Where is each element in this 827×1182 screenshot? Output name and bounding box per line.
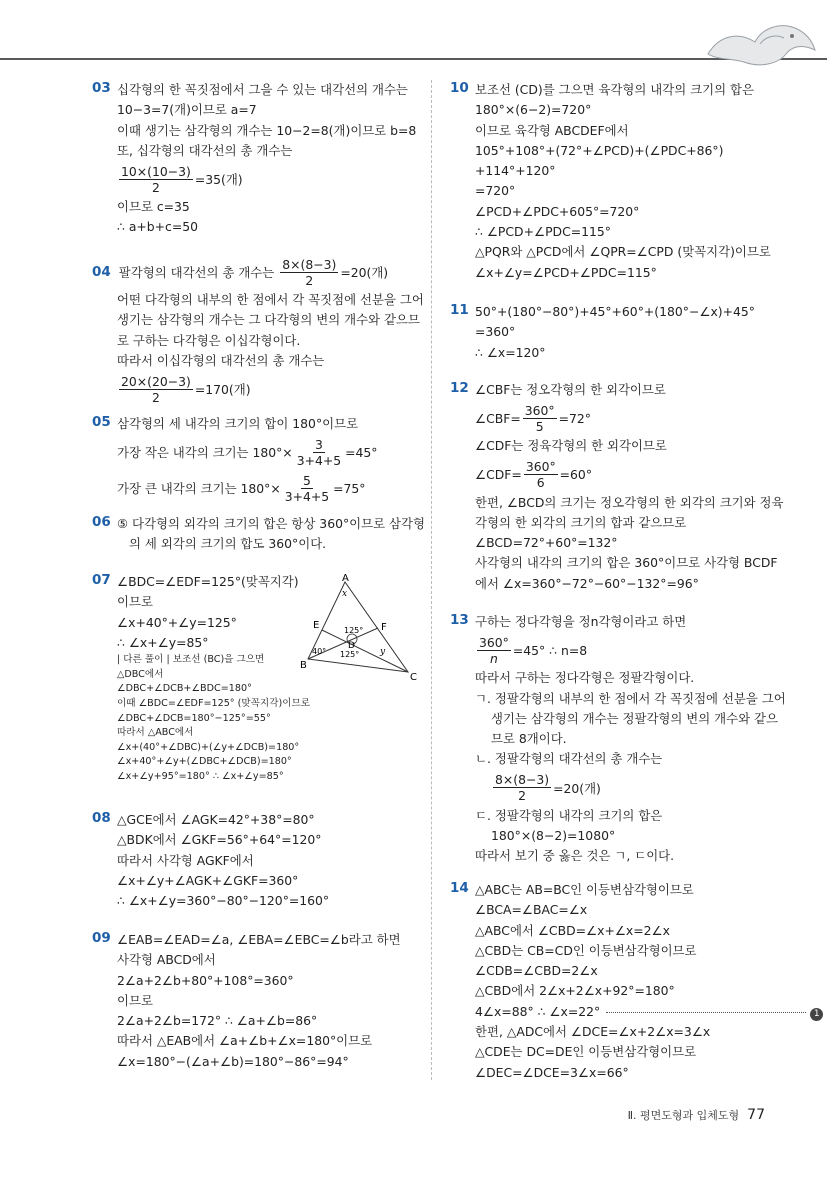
fraction-line xyxy=(117,434,422,470)
fraction-result: =20(개) xyxy=(340,265,389,280)
angle-125-top-label: 125° xyxy=(344,626,364,635)
problem-09 xyxy=(92,930,422,1080)
text-line: ∠BCD=72°+60°=132° xyxy=(475,535,618,551)
text-line: 생기는 삼각형의 개수는 정팔각형의 변의 개수와 같으 xyxy=(491,710,778,726)
problem-10 xyxy=(450,80,780,302)
numerator: 3 xyxy=(314,436,323,452)
numerator: 360° xyxy=(479,634,509,650)
dragon-ornament-icon xyxy=(700,14,820,74)
text-line: ∠BDC=∠EDF=125°(맞꼭지각) xyxy=(117,574,299,589)
text-line: 어떤 다각형의 내부의 한 점에서 각 꼭짓점에 선분을 그어 xyxy=(117,292,424,307)
problem-number: 08 xyxy=(92,810,111,826)
angle-125-bottom-label: 125° xyxy=(340,650,360,659)
text-line: ∠x+∠y+95°=180° ∴ ∠x+∠y=85° xyxy=(117,770,284,782)
fraction xyxy=(493,772,551,803)
denominator: 2 xyxy=(151,389,160,405)
step-marker: 1 xyxy=(810,1008,823,1021)
vertex-d-label: D xyxy=(348,641,355,651)
text-line: 180°×(6−2)=720° xyxy=(475,102,592,118)
text-line: ∠PCD+∠PDC+605°=720° xyxy=(475,203,640,219)
fraction xyxy=(119,374,193,405)
text-line: 보조선 (CD)를 그으면 육각형의 내각의 크기의 합은 xyxy=(475,82,754,97)
text-line: 따라서 이십각형의 대각선의 총 개수는 xyxy=(117,352,325,368)
denominator: 3+4+5 xyxy=(284,488,330,504)
text-line: 이므로 c=35 xyxy=(117,199,190,215)
vertex-c-label: C xyxy=(410,672,417,682)
fraction-result: =170(개) xyxy=(194,382,251,398)
numerator: 360° xyxy=(524,402,555,418)
segment-ec xyxy=(322,630,408,672)
text-line: 따라서 보기 중 옳은 것은 ㄱ, ㄷ이다. xyxy=(475,848,675,864)
problem-number: 12 xyxy=(450,380,469,396)
alt-solution-label: | 다른 풀이 | 보조선 (BC)을 그으면 xyxy=(117,654,265,666)
problem-14 xyxy=(450,880,820,1090)
text-line: 의 세 외각의 크기의 합도 360°이다. xyxy=(129,536,327,552)
problem-number: 04 xyxy=(92,264,111,280)
fraction-result: =45° xyxy=(345,444,378,460)
chapter-label: Ⅱ. 평면도형과 입체도형 xyxy=(627,1109,740,1122)
vertex-b-label: B xyxy=(300,660,307,671)
text-line: +114°+120° xyxy=(475,163,556,179)
text-line: 각형의 한 외각의 크기의 합과 같으므로 xyxy=(475,514,687,530)
text-line: ⑤ 다각형의 외각의 크기의 합은 항상 360°이므로 삼각형 xyxy=(117,516,425,531)
problem-06 xyxy=(92,514,425,572)
fraction-result: =45° ∴ n=8 xyxy=(512,642,588,658)
text-line: △ABC는 AB=BC인 이등변삼각형이므로 xyxy=(475,882,694,897)
fraction-result: =72° xyxy=(558,410,591,426)
text-line: =720° xyxy=(475,183,516,199)
text-line: 구하는 정다각형을 정n각형이라고 하면 xyxy=(475,614,687,629)
fraction-line xyxy=(117,161,422,197)
fraction xyxy=(280,257,338,288)
text-line: 한편, △ADC에서 ∠DCE=∠x+2∠x=3∠x xyxy=(475,1024,711,1040)
problem-number: 07 xyxy=(92,572,111,588)
denominator: 6 xyxy=(536,475,545,491)
text-span: ∠CBF= xyxy=(475,410,521,426)
dotted-leader xyxy=(606,1012,806,1013)
text-line: 105°+108°+(72°+∠PCD)+(∠PDC+86°) xyxy=(475,142,724,158)
numerator: 20×(20−3) xyxy=(121,373,191,389)
text-line: ∠DEC=∠DCE=3∠x=66° xyxy=(475,1064,629,1080)
text-line: ㄴ. 정팔각형의 대각선의 총 개수는 xyxy=(475,751,663,767)
problem-04 xyxy=(92,254,422,414)
angle-x-label: x xyxy=(342,589,348,599)
text-line: 로 구하는 다각형은 이십각형이다. xyxy=(117,332,301,348)
problem-07 xyxy=(92,572,422,800)
text-line: 생기는 삼각형의 개수는 그 다각형의 변의 개수와 같으므 xyxy=(117,312,420,328)
text-line: ∴ ∠PCD+∠PDC=115° xyxy=(475,224,611,240)
problem-number: 09 xyxy=(92,930,111,946)
problem-03 xyxy=(92,80,422,254)
text-line: △GCE에서 ∠AGK=42°+38°=80° xyxy=(117,812,315,827)
right-column xyxy=(450,80,820,1090)
triangle-figure xyxy=(300,572,430,682)
fraction xyxy=(283,473,331,504)
problem-number: 13 xyxy=(450,612,469,628)
text-span: 4∠x=88° ∴ ∠x=22° xyxy=(475,1003,601,1019)
text-line: ∠x=180°−(∠a+∠b)=180°−86°=94° xyxy=(117,1053,349,1069)
text-line: 사각형 ABCD에서 xyxy=(117,952,216,968)
denominator: 2 xyxy=(151,179,160,195)
text-line: ∠CDF는 정육각형의 한 외각이므로 xyxy=(475,438,667,454)
fraction xyxy=(523,403,557,434)
vertex-f-label: F xyxy=(381,622,387,633)
text-line: =360° xyxy=(475,324,516,340)
fraction-line xyxy=(475,770,780,806)
text-line: ∠DBC+∠DCB+∠BDC=180° xyxy=(117,683,252,695)
text-line: 십각형의 한 꼭짓점에서 그을 수 있는 대각선의 개수는 xyxy=(117,82,408,97)
fraction-line xyxy=(117,371,422,407)
text-line: ∠EAB=∠EAD=∠a, ∠EBA=∠EBC=∠b라고 하면 xyxy=(117,932,401,947)
text-line: 50°+(180°−80°)+45°+60°+(180°−∠x)+45° xyxy=(475,304,755,319)
text-line: 따라서 △EAB에서 ∠a+∠b+∠x=180°이므로 xyxy=(117,1033,373,1049)
text-line: ∠BCA=∠BAC=∠x xyxy=(475,902,588,918)
text-line: ∠x+40°+∠y=125° xyxy=(117,614,237,630)
text-line: △DBC에서 xyxy=(117,668,164,680)
fraction xyxy=(477,635,511,666)
text-line: 에서 ∠x=360°−72°−60°−132°=96° xyxy=(475,575,699,591)
text-span: ∠CDF= xyxy=(475,467,522,483)
text-line: 이때 생기는 삼각형의 개수는 10−2=8(개)이므로 b=8 xyxy=(117,122,417,138)
fraction-line xyxy=(475,632,780,668)
text-line: 따라서 구하는 정다각형은 정팔각형이다. xyxy=(475,670,695,686)
denominator: n xyxy=(490,650,498,666)
vertex-a-label: A xyxy=(342,573,349,584)
denominator: 2 xyxy=(518,788,526,804)
text-line: 삼각형의 세 내각의 크기의 합이 180°이므로 xyxy=(117,416,359,431)
problem-number: 10 xyxy=(450,80,469,96)
text-span: 가장 작은 내각의 크기는 180°× xyxy=(117,445,293,461)
text-line: △ABC에서 ∠CBD=∠x+∠x=2∠x xyxy=(475,922,670,938)
text-line: ∠x+(40°+∠DBC)+(∠y+∠DCB)=180° xyxy=(117,741,300,753)
text-line: 이므로 육각형 ABCDEF에서 xyxy=(475,122,629,138)
denominator: 2 xyxy=(305,272,314,288)
text-line: 2∠a+2∠b+80°+108°=360° xyxy=(117,972,294,988)
page-footer xyxy=(628,1107,765,1123)
numerator: 10×(10−3) xyxy=(121,163,191,179)
numerator: 360° xyxy=(525,459,556,475)
denominator: 3+4+5 xyxy=(296,452,342,468)
text-line: ∴ ∠x+∠y=85° xyxy=(117,634,209,650)
text-line: △PQR와 △PCD에서 ∠QPR=∠CPD (맞꼭지각)이므로 xyxy=(475,244,771,260)
text-line: △CBD는 CB=CD인 이등변삼각형이므로 xyxy=(475,942,697,958)
fraction xyxy=(295,437,343,468)
text-line: △CBD에서 2∠x+2∠x+92°=180° xyxy=(475,983,675,999)
text-line: 따라서 사각형 AGKF에서 xyxy=(117,852,254,868)
numerator: 8×(8−3) xyxy=(495,772,550,788)
vertex-e-label: E xyxy=(313,620,320,631)
text-line: ∴ a+b+c=50 xyxy=(117,219,199,235)
problem-05 xyxy=(92,414,422,514)
text-line: ∠x+∠y=∠PCD+∠PDC=115° xyxy=(475,264,657,280)
fraction-line xyxy=(92,254,422,290)
text-line: 한편, ∠BCD의 크기는 정오각형의 한 외각의 크기와 정육 xyxy=(475,494,784,510)
text-line: ∠CDB=∠CBD=2∠x xyxy=(475,963,598,979)
text-line: ∴ ∠x+∠y=360°−80°−120°=160° xyxy=(117,893,330,909)
text-line: 2∠a+2∠b=172° ∴ ∠a+∠b=86° xyxy=(117,1013,318,1029)
text-line: 따라서 △ABC에서 xyxy=(117,727,194,739)
fraction-line xyxy=(475,457,780,493)
fraction-line xyxy=(475,400,780,436)
text-line: ㄱ. 정팔각형의 내부의 한 점에서 각 꼭짓점에 선분을 그어 xyxy=(475,690,786,706)
text-line: 사각형의 내각의 크기의 합은 360°이므로 사각형 BCDF xyxy=(475,555,778,571)
text-line: ∠x+∠y+∠AGK+∠GKF=360° xyxy=(117,872,299,888)
problem-11 xyxy=(450,302,780,380)
text-line: 이므로 xyxy=(117,594,153,610)
text-line: 180°×(8−2)=1080° xyxy=(491,828,616,844)
text-line: △BDK에서 ∠GKF=56°+64°=120° xyxy=(117,832,322,848)
fraction-result: =20(개) xyxy=(553,780,601,796)
problem-number: 14 xyxy=(450,880,469,896)
text-line xyxy=(475,1002,820,1022)
problem-13 xyxy=(450,612,786,880)
problem-08 xyxy=(92,810,422,930)
text-span: 가장 큰 내각의 크기는 180°× xyxy=(117,481,281,497)
text-line: ∠CBF는 정오각형의 한 외각이므로 xyxy=(475,382,666,397)
text-line: 10−3=7(개)이므로 a=7 xyxy=(117,102,257,118)
column-divider xyxy=(431,80,432,1080)
left-column xyxy=(92,80,425,1080)
angle-40-label: 40° xyxy=(312,647,327,656)
page-number: 77 xyxy=(747,1107,765,1123)
problem-number: 06 xyxy=(92,514,111,530)
numerator: 8×(8−3) xyxy=(282,256,337,272)
text-line: 또, 십각형의 대각선의 총 개수는 xyxy=(117,142,293,158)
text-line: 이므로 xyxy=(117,992,153,1008)
denominator: 5 xyxy=(535,418,544,434)
problem-number: 11 xyxy=(450,302,469,318)
text-line: △CDE는 DC=DE인 이등변삼각형이므로 xyxy=(475,1044,697,1060)
fraction-result: =35(개) xyxy=(194,172,243,188)
fraction-result: =75° xyxy=(333,480,366,496)
fraction-result: =60° xyxy=(559,467,593,483)
fraction xyxy=(524,459,558,490)
text-line: ∠x+40°+∠y+(∠DBC+∠DCB)=180° xyxy=(117,756,292,768)
problem-number: 03 xyxy=(92,80,111,96)
problem-12 xyxy=(450,380,784,612)
text-span: 팔각형의 대각선의 총 개수는 xyxy=(118,265,275,280)
fraction xyxy=(119,164,193,195)
text-line: ∴ ∠x=120° xyxy=(475,344,546,360)
numerator: 5 xyxy=(302,472,311,488)
fraction-line xyxy=(117,470,422,506)
angle-y-label: y xyxy=(380,647,386,657)
text-line: ∠DBC+∠DCB=180°−125°=55° xyxy=(117,712,271,724)
problem-number: 05 xyxy=(92,414,111,430)
text-line: 므로 8개이다. xyxy=(491,731,567,747)
text-line: 이때 ∠BDC=∠EDF=125° (맞꼭지각)이므로 xyxy=(117,697,311,709)
text-line: ㄷ. 정팔각형의 내각의 크기의 합은 xyxy=(475,807,663,823)
